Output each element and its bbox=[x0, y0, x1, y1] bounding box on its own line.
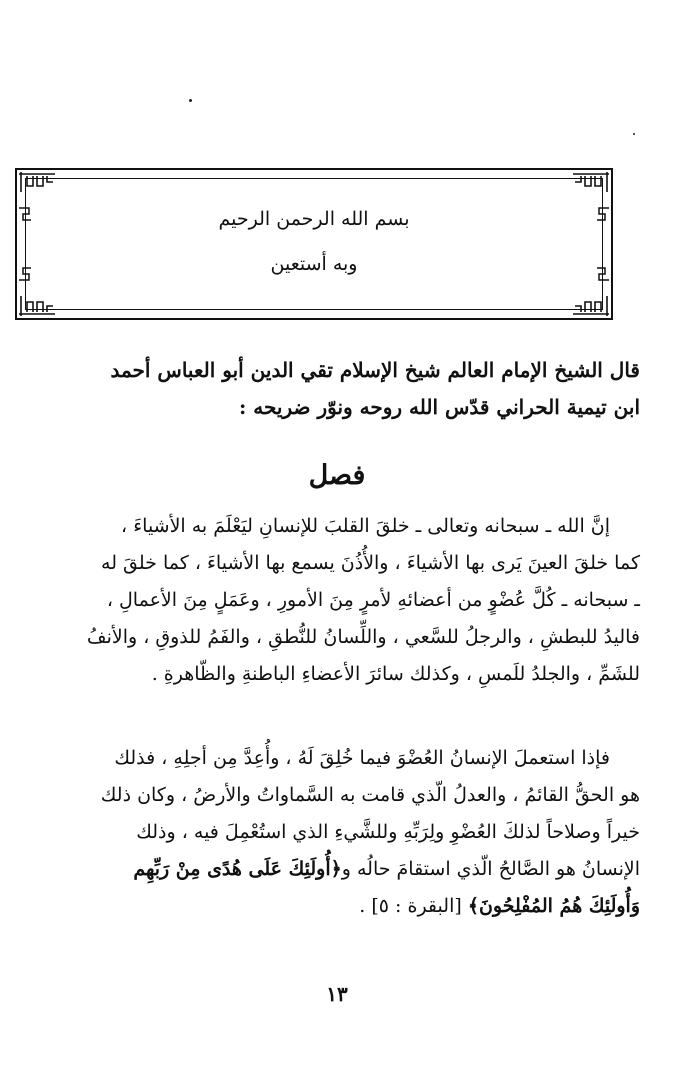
isti-anah-line: وبه أستعين bbox=[270, 253, 358, 275]
paragraph-2 bbox=[18, 740, 640, 925]
ink-speck bbox=[633, 133, 635, 135]
corner-ornament-top-left bbox=[19, 172, 55, 192]
paragraph-2-line-4 bbox=[18, 851, 640, 888]
section-title: فصل bbox=[308, 460, 366, 491]
paragraph-2-line-3: خيراً وصلاحاً لذلكَ العُضْوِ ولِرَبِّهِ وللشَّيءِ الذي استُعْمِلَ فيه ، وذلك bbox=[136, 821, 640, 843]
ink-speck bbox=[189, 99, 192, 102]
header-frame bbox=[15, 168, 613, 320]
quran-verse-part-1: ﴿أُولَئِكَ عَلَى هُدًى مِنْ رَبِّهِم bbox=[133, 858, 342, 880]
intro-block bbox=[18, 352, 640, 426]
corner-ornament-top-right bbox=[573, 172, 609, 192]
header-frame-inner-border bbox=[25, 178, 603, 310]
corner-ornament-bottom-left bbox=[19, 296, 55, 316]
paragraph-1-line-3: ـ سبحانه ـ كُلَّ عُضْوٍ من أعضائهِ لأمرٍ مِنَ الأمورِ ، وعَمَلٍ مِنَ الأعمالِ ، bbox=[106, 589, 640, 611]
paragraph-2-line-5 bbox=[18, 888, 640, 925]
paragraph-2-line-4-text: الإنسانُ هو الصَّالحُ الّذي استقامَ حالُه و bbox=[341, 858, 640, 880]
basmala-line: بسم الله الرحمن الرحيم bbox=[218, 208, 410, 230]
paragraph-1-line-1: إنَّ الله ـ سبحانه وتعالى ـ خلقَ القلبَ للإنسانِ ليَعْلَمَ به الأشياءَ ، bbox=[121, 515, 610, 537]
paragraph-2-line-1: فإذا استعملَ الإنسانُ العُضْوَ فيما خُلِقَ لَهُ ، وأُعِدَّ مِن أجلِهِ ، فذلك bbox=[114, 747, 610, 769]
page-number: ١٣ bbox=[326, 982, 348, 1006]
quran-verse-part-2: وَأُولَئِكَ هُمُ المُفْلِحُونَ﴾ bbox=[467, 895, 640, 917]
intro-line-1: قال الشيخ الإمام العالم شيخ الإسلام تقي الدين أبو العباس أحمد bbox=[110, 358, 640, 382]
paragraph-1-line-5: للشَمِّ ، والجلدُ للَمسِ ، وكذلك سائرَ الأعضاءِ الباطنةِ والظّاهرةِ . bbox=[151, 663, 640, 685]
quran-citation: [البقرة : ٥] . bbox=[359, 895, 468, 917]
paragraph-1-line-4: فاليدُ للبطشِ ، والرجلُ للسَّعي ، واللِّسانُ للنُّطقِ ، والفَمُ للذوقِ ، والأنفُ bbox=[86, 626, 640, 648]
intro-line-2: ابن تيمية الحراني قدّس الله روحه ونوّر ضريحه : bbox=[238, 395, 640, 419]
paragraph-1 bbox=[18, 508, 640, 693]
paragraph-2-line-2: هو الحقُّ القائمُ ، والعدلُ الّذي قامت به السَّماواتُ والأرضُ ، وكان ذلك bbox=[100, 784, 640, 806]
paragraph-1-line-2: كما خلقَ العينَ يَرى بها الأشياءَ ، والأُذُنَ يسمع بها الأشياءَ ، كما خلقَ له bbox=[101, 552, 640, 574]
corner-ornament-bottom-right bbox=[573, 296, 609, 316]
